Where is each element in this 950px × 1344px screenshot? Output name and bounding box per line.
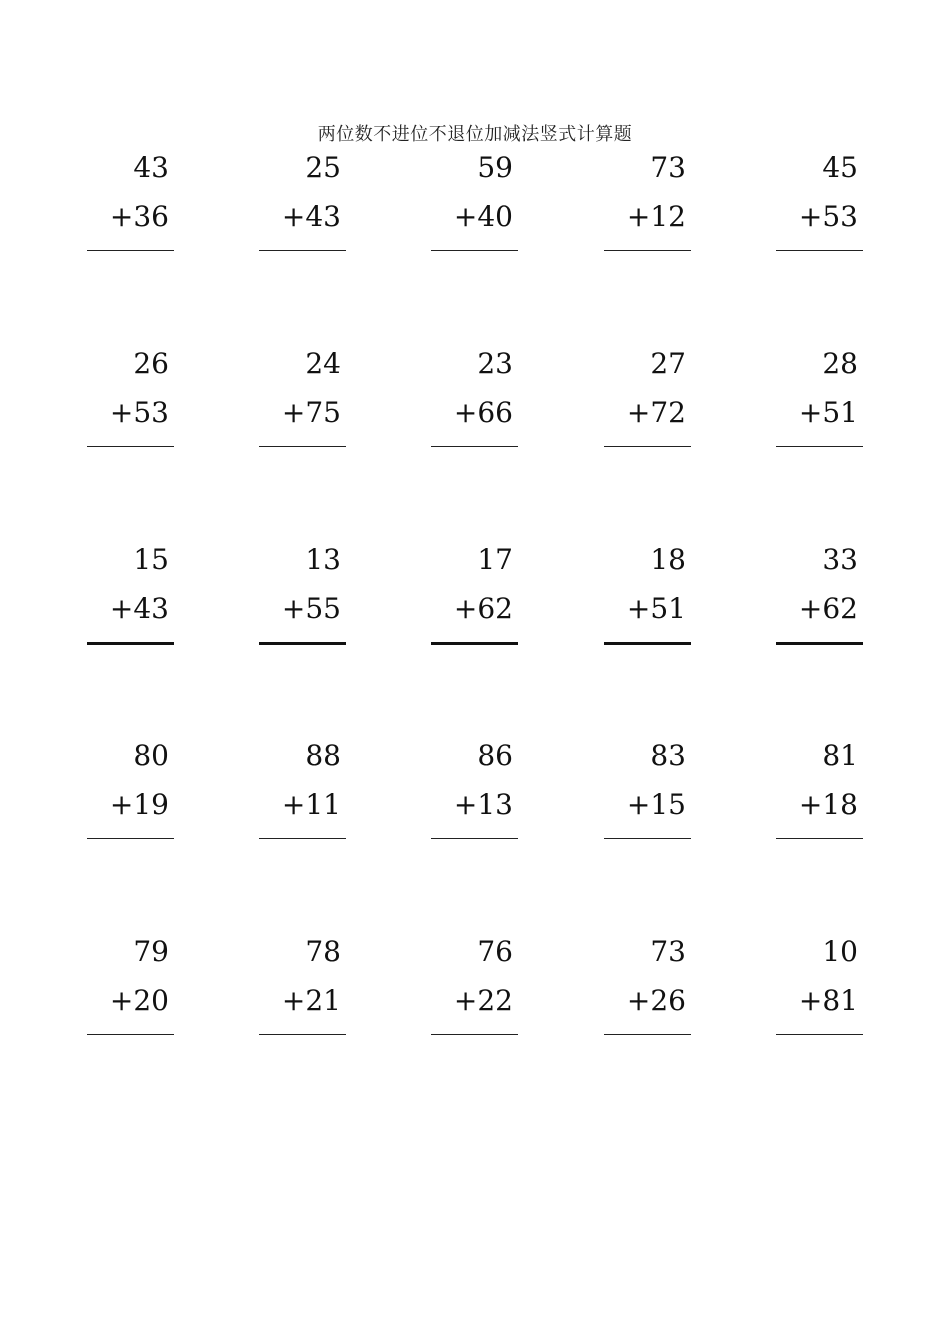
problem-card xyxy=(604,540,691,650)
problem-card xyxy=(604,736,691,846)
answer-line xyxy=(259,250,346,251)
problem-card xyxy=(87,736,174,846)
addend-bottom: +20 xyxy=(109,984,169,1017)
answer-line xyxy=(604,642,691,645)
addend-top: 25 xyxy=(305,151,341,184)
addend-top: 17 xyxy=(477,543,513,576)
addend-top: 80 xyxy=(133,739,169,772)
addend-bottom: +22 xyxy=(453,984,513,1017)
addend-bottom: +12 xyxy=(626,200,686,233)
answer-line xyxy=(259,446,346,447)
problem-card xyxy=(776,344,863,454)
addend-bottom: +21 xyxy=(281,984,341,1017)
answer-line xyxy=(776,1034,863,1035)
answer-line xyxy=(604,1034,691,1035)
answer-line xyxy=(259,838,346,839)
answer-line xyxy=(87,838,174,839)
answer-line xyxy=(431,642,518,645)
answer-line xyxy=(604,446,691,447)
problem-card xyxy=(604,148,691,258)
addend-top: 33 xyxy=(822,543,858,576)
answer-line xyxy=(604,838,691,839)
problem-card xyxy=(87,344,174,454)
addend-bottom: +26 xyxy=(626,984,686,1017)
problem-card xyxy=(259,148,346,258)
problem-card xyxy=(259,344,346,454)
addend-top: 79 xyxy=(133,935,169,968)
addend-bottom: +43 xyxy=(281,200,341,233)
addend-bottom: +53 xyxy=(798,200,858,233)
problem-row xyxy=(87,148,863,344)
problem-card xyxy=(776,540,863,650)
addend-top: 43 xyxy=(133,151,169,184)
addend-top: 78 xyxy=(305,935,341,968)
answer-line xyxy=(431,1034,518,1035)
addend-top: 15 xyxy=(133,543,169,576)
answer-line xyxy=(776,642,863,645)
problem-grid xyxy=(87,148,863,1128)
problem-card xyxy=(431,148,518,258)
addend-top: 73 xyxy=(650,935,686,968)
answer-line xyxy=(431,446,518,447)
problem-card xyxy=(87,932,174,1042)
addend-bottom: +40 xyxy=(453,200,513,233)
answer-line xyxy=(431,250,518,251)
addend-top: 86 xyxy=(477,739,513,772)
problem-card xyxy=(776,148,863,258)
addend-top: 88 xyxy=(305,739,341,772)
problem-row xyxy=(87,344,863,540)
addend-top: 83 xyxy=(650,739,686,772)
addend-bottom: +72 xyxy=(626,396,686,429)
answer-line xyxy=(87,1034,174,1035)
problem-card xyxy=(431,736,518,846)
addend-bottom: +81 xyxy=(798,984,858,1017)
addend-bottom: +11 xyxy=(281,788,341,821)
addend-bottom: +53 xyxy=(109,396,169,429)
answer-line xyxy=(776,446,863,447)
problem-card xyxy=(604,932,691,1042)
answer-line xyxy=(259,642,346,645)
addend-top: 76 xyxy=(477,935,513,968)
problem-card xyxy=(431,932,518,1042)
problem-card xyxy=(259,540,346,650)
addend-bottom: +19 xyxy=(109,788,169,821)
addend-top: 45 xyxy=(822,151,858,184)
addend-top: 23 xyxy=(477,347,513,380)
addend-top: 10 xyxy=(822,935,858,968)
worksheet-title: 两位数不进位不退位加减法竖式计算题 xyxy=(317,124,633,145)
addend-top: 18 xyxy=(650,543,686,576)
addend-bottom: +43 xyxy=(109,592,169,625)
problem-card xyxy=(259,736,346,846)
problem-card xyxy=(431,540,518,650)
addend-bottom: +62 xyxy=(798,592,858,625)
addend-top: 27 xyxy=(650,347,686,380)
addend-bottom: +75 xyxy=(281,396,341,429)
addend-top: 24 xyxy=(305,347,341,380)
addend-bottom: +66 xyxy=(453,396,513,429)
addend-top: 73 xyxy=(650,151,686,184)
addend-bottom: +13 xyxy=(453,788,513,821)
answer-line xyxy=(431,838,518,839)
problem-card xyxy=(87,148,174,258)
answer-line xyxy=(259,1034,346,1035)
problem-card xyxy=(259,932,346,1042)
problem-card xyxy=(776,736,863,846)
answer-line xyxy=(87,250,174,251)
addend-top: 28 xyxy=(822,347,858,380)
problem-card xyxy=(776,932,863,1042)
problem-row xyxy=(87,932,863,1128)
addend-bottom: +55 xyxy=(281,592,341,625)
answer-line xyxy=(776,250,863,251)
answer-line xyxy=(87,446,174,447)
problem-card xyxy=(604,344,691,454)
answer-line xyxy=(604,250,691,251)
addend-top: 26 xyxy=(133,347,169,380)
problem-row xyxy=(87,736,863,932)
addend-bottom: +51 xyxy=(626,592,686,625)
problem-row xyxy=(87,540,863,736)
addend-top: 59 xyxy=(477,151,513,184)
answer-line xyxy=(87,642,174,645)
addend-bottom: +51 xyxy=(798,396,858,429)
addend-bottom: +15 xyxy=(626,788,686,821)
addend-top: 13 xyxy=(305,543,341,576)
answer-line xyxy=(776,838,863,839)
problem-card xyxy=(87,540,174,650)
addend-bottom: +36 xyxy=(109,200,169,233)
addend-bottom: +62 xyxy=(453,592,513,625)
addend-top: 81 xyxy=(822,739,858,772)
addend-bottom: +18 xyxy=(798,788,858,821)
problem-card xyxy=(431,344,518,454)
